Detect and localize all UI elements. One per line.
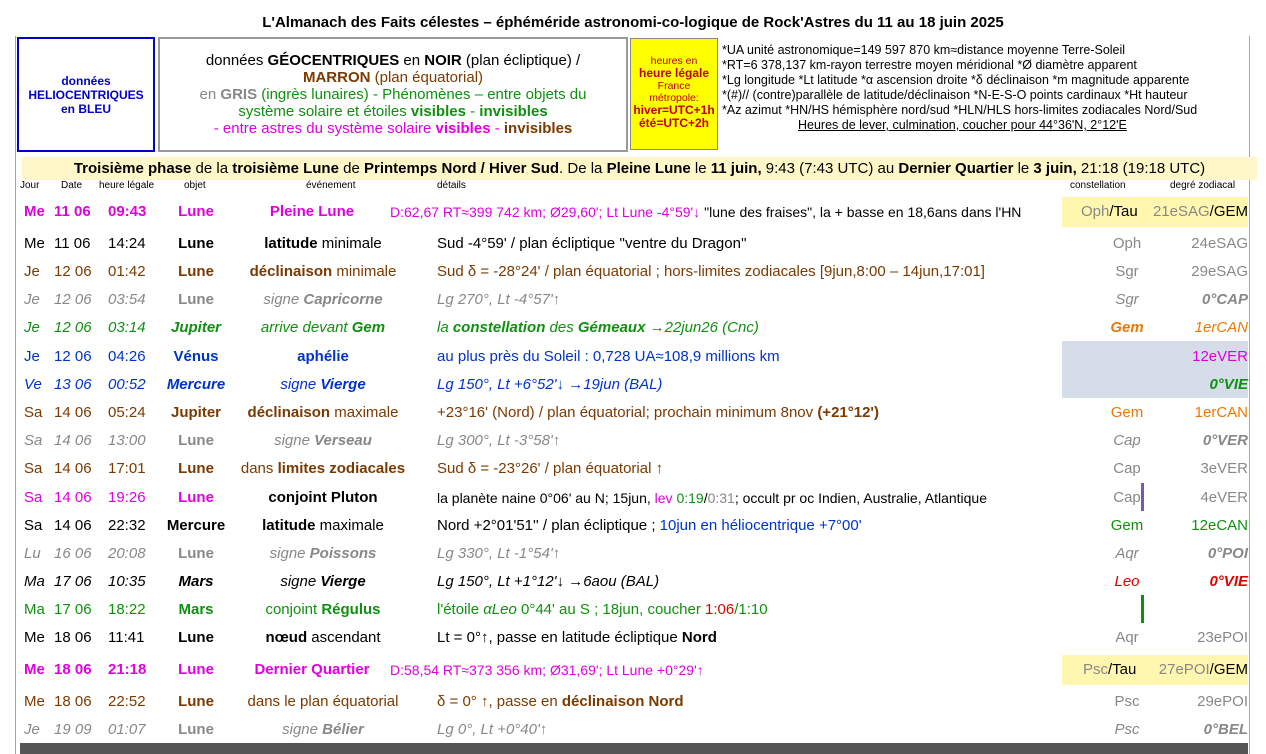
cell-jour: Je: [24, 348, 40, 365]
phase-text: Troisième phase: [73, 160, 192, 177]
cell-jour: Me: [24, 693, 45, 710]
cell-heure: 18:22: [108, 601, 146, 618]
degre-text: 27ePOI: [1158, 661, 1210, 678]
evenement-text: Vierge: [320, 573, 366, 590]
cell-constellation: Cap: [1113, 489, 1141, 506]
cell-constellation: [1081, 203, 1138, 220]
cell-degre: 12eVER: [1192, 348, 1248, 365]
evenement-text: nœud: [265, 629, 308, 646]
cell-evenement: [238, 545, 408, 562]
details-text: D:62,67 RT≈399 742 km; Ø29,60'; Lt Lune -4°59'↓: [390, 204, 701, 220]
helio-legend-box: [17, 37, 155, 152]
cell-details: Sud δ = -28°24' / plan équatorial ; hors-limites zodiacales [9jun,8:00 – 14jun,17:01]: [437, 263, 985, 280]
cell-date: 17 06: [54, 573, 92, 590]
evenement-text: arrive devant: [260, 319, 352, 336]
table-row: [0, 540, 1266, 568]
cell-constellation: Gem: [1110, 404, 1144, 421]
header-evenement: événement: [306, 180, 356, 191]
cell-details: Sud -4°59' / plan écliptique ''ventre du Dragon'': [437, 235, 747, 252]
cell-jour: Lu: [24, 545, 41, 562]
table-row: [0, 258, 1266, 286]
cell-date: 12 06: [54, 348, 92, 365]
cell-jour: Ma: [24, 601, 45, 618]
table-row: [0, 455, 1266, 483]
evenement-text: dans: [240, 460, 278, 477]
evenement-text: ascendant: [307, 629, 381, 646]
evenement-text: Verseau: [314, 432, 372, 449]
phase-text: le: [690, 160, 711, 177]
cell-degre: 12eCAN: [1191, 517, 1248, 534]
table-row: [0, 624, 1266, 652]
cell-heure: 01:07: [108, 721, 146, 738]
cell-evenement: aphélie: [297, 348, 349, 365]
evenement-text: limites zodiacales: [277, 460, 406, 477]
cell-date: 14 06: [54, 460, 92, 477]
evenement-text: Bélier: [322, 721, 364, 738]
cell-jour: Ma: [24, 573, 45, 590]
phase-text: 9:43 (7:43 UTC) au: [761, 160, 899, 177]
cell-details: [437, 517, 862, 534]
geo-text: données: [205, 52, 268, 69]
details-text: constellation: [452, 319, 546, 336]
details-text: "lune des fraises", la + basse en 18,6ans dans l'HN: [700, 204, 1022, 220]
table-row: [0, 343, 1266, 371]
cell-jour: Ve: [24, 376, 42, 393]
details-text: la: [437, 319, 453, 336]
evenement-text: signe: [269, 545, 310, 562]
cell-degre: 3eVER: [1200, 460, 1248, 477]
cell-degre: 23ePOI: [1197, 629, 1248, 646]
table-row: [0, 427, 1266, 455]
table-row: [0, 688, 1266, 716]
cell-evenement: [238, 319, 408, 336]
hours-line: été=UTC+2h: [638, 116, 710, 130]
evenement-text: minimale: [332, 263, 397, 280]
geo-text: - entre astres du système solaire: [213, 120, 436, 137]
evenement-text: Gem: [351, 319, 386, 336]
legend-line: *RT=6 378,137 km-rayon terrestre moyen méridional *Ø diamètre apparent: [722, 58, 1137, 72]
cell-heure: 10:35: [108, 573, 146, 590]
cell-date: 18 06: [54, 693, 92, 710]
phase-text: 21:18 (19:18 UTC): [1076, 160, 1206, 177]
table-row: [0, 371, 1266, 399]
cell-objet: Lune: [178, 203, 214, 220]
table-row: [0, 716, 1266, 744]
cell-evenement: [238, 263, 408, 280]
details-text: ; occult pr oc Indien, Australie, Atlantique: [734, 490, 987, 506]
cell-heure: 20:08: [108, 545, 146, 562]
phase-text: . De la: [559, 160, 607, 177]
details-text: 0:19: [672, 490, 704, 506]
cell-degre: 24eSAG: [1191, 235, 1248, 252]
cell-constellation: Aqr: [1115, 629, 1139, 646]
details-text: αLeo: [483, 601, 517, 618]
cell-jour: Je: [24, 263, 40, 280]
hours-line: hiver=UTC+1h: [633, 103, 715, 117]
evenement-text: Régulus: [321, 601, 381, 618]
header-date: Date: [61, 180, 83, 191]
cell-heure: 05:24: [108, 404, 146, 421]
details-text: Nord: [681, 629, 717, 646]
cell-evenement: [238, 721, 408, 738]
details-text: δ = 0° ↑, passe en: [437, 693, 562, 710]
evenement-text: signe: [280, 573, 321, 590]
evenement-text: Vierge: [320, 376, 366, 393]
cell-constellation: Cap: [1113, 460, 1141, 477]
cell-date: 13 06: [54, 376, 92, 393]
geo-text: -: [490, 120, 504, 137]
phase-text: Pleine Lune: [606, 160, 691, 177]
legend-line: *(#)// (contre)parallèle de latitude/déclinaison *N-E-S-O points cardinaux *Ht hauteur: [722, 88, 1188, 102]
cell-details: [437, 693, 684, 710]
geo-text: invisibles: [479, 103, 548, 120]
details-text: Nord +2°01'51'' / plan écliptique ;: [437, 517, 660, 534]
evenement-text: latitude: [264, 235, 318, 252]
evenement-text: maximale: [315, 517, 384, 534]
helio-line2: HELIOCENTRIQUES: [28, 87, 144, 102]
geo-text: visibles: [435, 120, 491, 137]
cell-constellation: Aqr: [1115, 545, 1139, 562]
constellation-text: Oph: [1081, 203, 1110, 220]
cell-evenement: [238, 517, 408, 534]
table-row: [0, 596, 1266, 624]
details-text: l'étoile: [437, 601, 484, 618]
cell-jour: Sa: [24, 432, 43, 449]
cell-details: Lg 330°, Lt -1°54'↑: [437, 545, 561, 562]
cell-jour: Sa: [24, 517, 43, 534]
cell-degre: 29ePOI: [1197, 693, 1248, 710]
cell-evenement: [238, 291, 408, 308]
geo-text: MARRON: [302, 69, 371, 86]
cell-objet: Lune: [178, 629, 214, 646]
cell-date: 11 06: [54, 235, 91, 252]
geo-text: (plan écliptique) /: [461, 52, 581, 69]
hours-legend-box: [630, 38, 718, 150]
cell-date: 19 09: [54, 721, 92, 738]
geo-text: (plan équatorial): [370, 69, 484, 86]
phase-text: de la: [191, 160, 233, 177]
header-degre: degré zodiacal: [1170, 180, 1236, 191]
cell-constellation: Psc: [1114, 693, 1140, 710]
cell-objet: Lune: [178, 291, 214, 308]
cell-jour: Sa: [24, 460, 43, 477]
cell-constellation: Leo: [1114, 573, 1140, 590]
evenement-text: conjoint: [265, 601, 322, 618]
cell-details: [437, 404, 879, 421]
details-text: 0:31: [707, 490, 735, 506]
cell-heure: 13:00: [108, 432, 146, 449]
cell-constellation: [1083, 661, 1136, 678]
cell-degre: 1erCAN: [1194, 319, 1248, 336]
cell-degre: 29eSAG: [1191, 263, 1248, 280]
cell-evenement: [238, 629, 408, 646]
legend-line: Heures de lever, culmination, coucher pour 44°36'N, 2°12'E: [798, 118, 1127, 132]
cell-evenement: [238, 376, 408, 393]
cell-objet: Lune: [178, 489, 214, 506]
helio-line1: données: [61, 73, 111, 88]
cell-objet: Mercure: [166, 517, 226, 534]
cell-objet: Mercure: [166, 376, 226, 393]
cell-objet: Lune: [178, 263, 214, 280]
cell-jour: Me: [24, 203, 45, 220]
phase-text: Dernier Quartier: [898, 160, 1014, 177]
cell-degre: 0°VIE: [1209, 573, 1248, 590]
cell-constellation: Gem: [1110, 517, 1144, 534]
cell-degre: 0°POI: [1207, 545, 1248, 562]
geo-text: -: [465, 103, 480, 120]
constellation-text: Psc: [1083, 661, 1109, 678]
cell-heure: 22:32: [108, 517, 146, 534]
cell-details: D:58,54 RT≈373 356 km; Ø31,69'; Lt Lune +0°29'↑: [390, 662, 704, 678]
details-text: déclinaison Nord: [561, 693, 684, 710]
cell-heure: 01:42: [108, 263, 146, 280]
evenement-text: déclinaison: [249, 263, 333, 280]
cell-degre: 0°CAP: [1201, 291, 1248, 308]
details-text: Lt = 0°↑, passe en latitude écliptique: [437, 629, 682, 646]
details-text: 0°44' au S ; 18jun, coucher: [516, 601, 705, 618]
details-text: /: [703, 490, 708, 506]
cell-date: 14 06: [54, 432, 92, 449]
legend-line: *Az azimut *HN/HS hémisphère nord/sud *HLN/HLS hors-limites zodiacales Nord/Sud: [722, 103, 1198, 117]
phase-text: 3 juin,: [1033, 160, 1077, 177]
cell-objet: Lune: [178, 432, 214, 449]
evenement-text: signe: [263, 291, 304, 308]
table-row: [0, 230, 1266, 258]
cell-date: 18 06: [54, 629, 92, 646]
details-text: /1:10: [734, 601, 768, 618]
table-row: [0, 656, 1266, 684]
degre-text: /GEM: [1209, 661, 1248, 678]
details-text: 1:06: [704, 601, 735, 618]
cell-degre: 4eVER: [1200, 489, 1248, 506]
cell-objet: Jupiter: [170, 404, 221, 421]
cell-degre: [1153, 203, 1248, 220]
table-row: [0, 484, 1266, 512]
cell-objet: Lune: [178, 721, 214, 738]
cell-date: 14 06: [54, 517, 92, 534]
cell-objet: Vénus: [173, 348, 219, 365]
cell-objet: Mars: [178, 573, 214, 590]
cell-constellation: Psc: [1114, 721, 1140, 738]
geo-text: NOIR: [424, 52, 462, 69]
cell-objet: Lune: [178, 545, 214, 562]
cell-jour: Je: [24, 721, 40, 738]
cell-objet: Jupiter: [170, 319, 221, 336]
hours-line: heures en: [650, 55, 698, 67]
constellation-text: /Tau: [1108, 661, 1137, 678]
cell-date: 12 06: [54, 319, 92, 336]
marker-bar: [1141, 483, 1144, 511]
cell-evenement: dans le plan équatorial: [247, 693, 399, 710]
lunar-phase-banner: [22, 157, 1257, 180]
cell-date: 11 06: [54, 203, 91, 220]
bottom-bar: [20, 743, 1248, 754]
geo-text: en: [199, 86, 221, 103]
geo-text: invisibles: [503, 120, 573, 137]
cell-heure: 00:52: [108, 376, 146, 393]
cell-degre: 1erCAN: [1194, 404, 1248, 421]
cell-jour: Me: [24, 661, 45, 678]
cell-details: au plus près du Soleil : 0,728 UA≈108,9 millions km: [437, 348, 780, 365]
cell-evenement: Dernier Quartier: [254, 661, 370, 678]
cell-heure: 21:18: [108, 661, 147, 678]
cell-date: 12 06: [54, 263, 92, 280]
cell-heure: 17:01: [108, 460, 146, 477]
cell-details: Lg 270°, Lt -4°57'↑: [437, 291, 561, 308]
abbreviation-legend: [722, 43, 1262, 133]
cell-jour: Me: [24, 235, 45, 252]
geo-legend-box: [158, 37, 628, 152]
constellation-text: /Tau: [1109, 203, 1138, 220]
geo-text: visibles: [410, 103, 466, 120]
table-row: [0, 512, 1266, 540]
cell-constellation: Sgr: [1115, 291, 1139, 308]
cell-degre: 0°BEL: [1203, 721, 1248, 738]
cell-heure: 03:54: [108, 291, 146, 308]
legend-line: *UA unité astronomique=149 597 870 km≈distance moyenne Terre-Soleil: [722, 43, 1126, 57]
phase-text: le: [1013, 160, 1034, 177]
cell-date: 16 06: [54, 545, 92, 562]
page-title: L'Almanach des Faits célestes – éphéméride astronomi-co-logique de Rock'Astres du 11 au 18 juin 2025: [262, 14, 1004, 31]
phase-text: troisième Lune: [232, 160, 339, 177]
cell-evenement: [238, 404, 408, 421]
cell-jour: Je: [24, 319, 40, 336]
cell-details: [437, 319, 759, 336]
cell-heure: 19:26: [108, 489, 146, 506]
phase-text: Printemps Nord / Hiver Sud: [363, 160, 560, 177]
details-text: →22jun26 (Cnc): [645, 319, 759, 336]
phase-text: de: [338, 160, 364, 177]
details-text: 10jun en héliocentrique +7°00': [659, 517, 862, 534]
table-row: [0, 568, 1266, 596]
cell-details: Lg 150°, Lt +6°52'↓ →19jun (BAL): [437, 376, 663, 393]
table-row: [0, 286, 1266, 314]
cell-degre: 0°VER: [1202, 432, 1248, 449]
cell-evenement: [238, 460, 408, 477]
cell-date: 18 06: [54, 661, 92, 678]
header-details: détails: [437, 180, 466, 191]
evenement-text: Capricorne: [303, 291, 383, 308]
geo-text: système solaire et étoiles: [238, 103, 411, 120]
hours-line: métropole:: [649, 92, 699, 104]
cell-details: Lg 300°, Lt -3°58'↑: [437, 432, 561, 449]
cell-objet: Lune: [178, 661, 214, 678]
cell-jour: Sa: [24, 489, 43, 506]
evenement-text: signe: [274, 432, 315, 449]
degre-text: 21eSAG: [1152, 203, 1210, 220]
cell-details: [437, 629, 717, 646]
cell-heure: 11:41: [108, 629, 145, 646]
cell-objet: Mars: [178, 601, 214, 618]
cell-details: [390, 204, 1021, 220]
cell-evenement: [238, 235, 408, 252]
table-row: [0, 314, 1266, 342]
cell-details: Lg 0°, Lt +0°40'↑: [437, 721, 548, 738]
details-text: (+21°12'): [817, 404, 879, 421]
cell-heure: 09:43: [108, 203, 147, 220]
cell-details: Lg 150°, Lt +1°12'↓ →6aou (BAL): [437, 573, 660, 590]
details-text: lev: [654, 490, 673, 506]
header-constellation: constellation: [1070, 180, 1126, 191]
table-row: [0, 198, 1266, 226]
hours-line: France: [657, 80, 691, 92]
cell-date: 14 06: [54, 489, 92, 506]
cell-heure: 14:24: [108, 235, 146, 252]
evenement-text: Poissons: [309, 545, 377, 562]
details-text: Gémeaux: [577, 319, 646, 336]
degre-text: /GEM: [1209, 203, 1248, 220]
cell-evenement: conjoint Pluton: [268, 489, 378, 506]
helio-line3: en BLEU: [60, 101, 111, 116]
details-text: la planète naine 0°06' au N; 15jun,: [437, 490, 655, 506]
evenement-text: minimale: [317, 235, 382, 252]
cell-objet: Lune: [178, 693, 214, 710]
legend-line: *Lg longitude *Lt latitude *α ascension droite *δ déclinaison *m magnitude apparente: [722, 73, 1190, 87]
cell-heure: 03:14: [108, 319, 146, 336]
cell-objet: Lune: [178, 235, 214, 252]
cell-evenement: [238, 432, 408, 449]
cell-objet: Lune: [178, 460, 214, 477]
marker-bar: [1141, 595, 1144, 623]
phase-text: 11 juin,: [710, 160, 762, 177]
geo-text: (ingrès lunaires) - Phénomènes – entre objets du: [257, 86, 587, 103]
cell-constellation: Oph: [1112, 235, 1142, 252]
details-text: +23°16' (Nord) / plan équatorial; prochain minimum 8nov: [437, 404, 818, 421]
cell-evenement: Pleine Lune: [269, 203, 355, 220]
header-heure: heure légale: [99, 180, 155, 191]
cell-constellation: Cap: [1113, 432, 1141, 449]
cell-details: [437, 490, 987, 506]
cell-evenement: [238, 601, 408, 618]
hours-line: heure légale: [638, 66, 710, 80]
cell-details: [437, 601, 768, 618]
cell-jour: Sa: [24, 404, 43, 421]
cell-constellation: Gem: [1110, 319, 1144, 336]
table-row: [0, 399, 1266, 427]
cell-degre: [1159, 661, 1248, 678]
cell-heure: 04:26: [108, 348, 146, 365]
cell-date: 14 06: [54, 404, 92, 421]
header-objet: objet: [184, 180, 206, 191]
cell-degre: 0°VIE: [1209, 376, 1248, 393]
geo-text: en: [399, 52, 425, 69]
cell-constellation: Sgr: [1115, 263, 1139, 280]
cell-evenement: [238, 573, 408, 590]
geo-text: GRIS: [220, 86, 258, 103]
cell-jour: Me: [24, 629, 45, 646]
cell-heure: 22:52: [108, 693, 146, 710]
cell-date: 12 06: [54, 291, 92, 308]
cell-jour: Je: [24, 291, 40, 308]
evenement-text: latitude: [262, 517, 316, 534]
geo-text: GÉOCENTRIQUES: [267, 52, 400, 69]
evenement-text: signe: [280, 376, 321, 393]
cell-details: Sud δ = -23°26' / plan équatorial ↑: [437, 460, 664, 477]
header-jour: Jour: [20, 180, 40, 191]
evenement-text: maximale: [330, 404, 399, 421]
cell-date: 17 06: [54, 601, 92, 618]
evenement-text: déclinaison: [247, 404, 331, 421]
details-text: des: [545, 319, 578, 336]
evenement-text: signe: [282, 721, 323, 738]
